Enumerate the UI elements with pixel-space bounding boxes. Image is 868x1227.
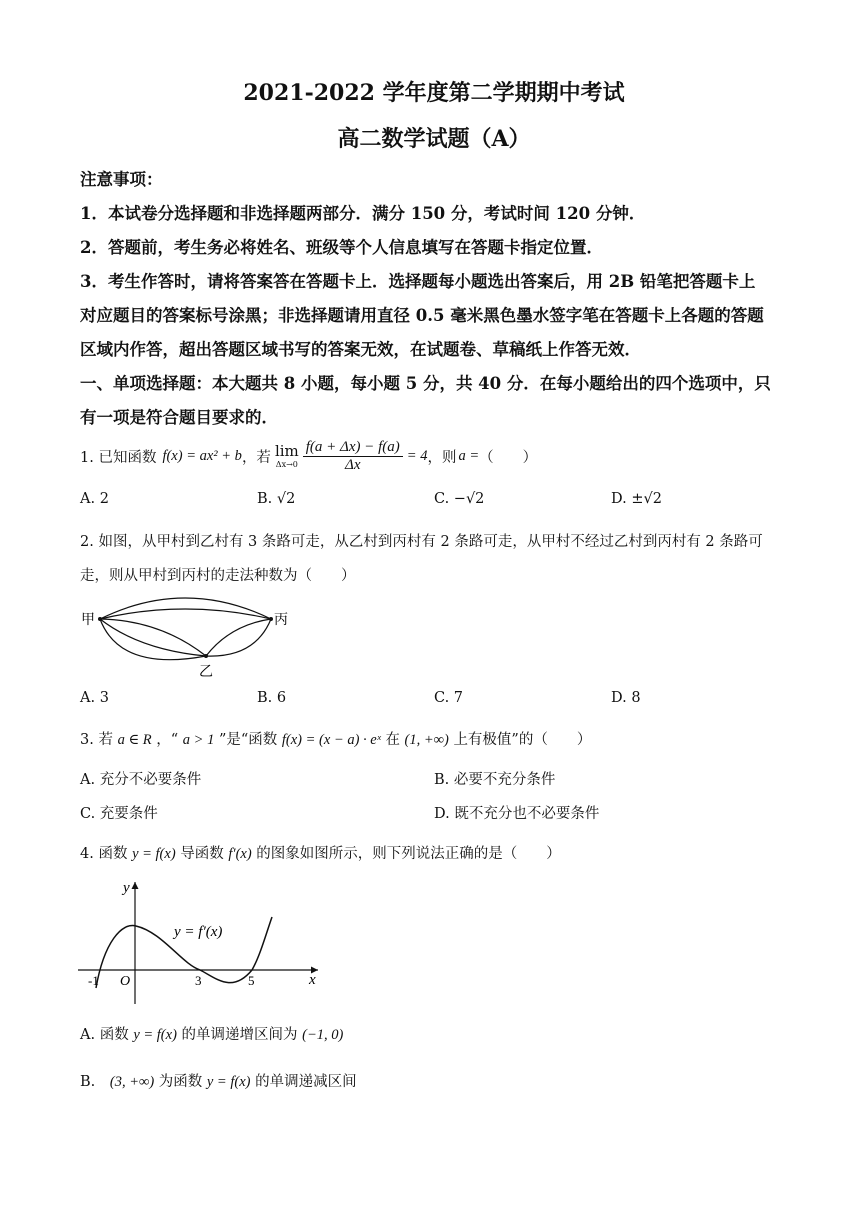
- q1-paren: （ ）: [479, 449, 538, 466]
- q1-option-d[interactable]: D. ±√2: [611, 491, 662, 507]
- note-item-3-line-1: 3．考生作答时，请将答案答在答题卡上．选择题每小题选出答案后，用 2B 铅笔把答题卡上: [80, 272, 756, 291]
- q2-route-figure: [80, 590, 300, 680]
- exam-subtitle: 高二数学试题（A）: [337, 126, 531, 152]
- q4-text-b: 导函数: [180, 846, 224, 862]
- q1-numerator: f(a + Δx) − f(a): [303, 439, 403, 457]
- q1-limit: [274, 441, 299, 469]
- q3-option-c[interactable]: C. 充要条件: [80, 806, 158, 822]
- yi-point: [204, 654, 208, 658]
- jia-label: 甲: [81, 612, 95, 628]
- question-3: [80, 728, 591, 749]
- q1-ask: a =: [458, 447, 480, 464]
- origin-label: O: [120, 974, 131, 989]
- q3-text-e: 上有极值”的（ ）: [453, 732, 592, 748]
- route-jia-bing-lower: [100, 609, 271, 619]
- q1-suffix: ，则: [427, 449, 457, 466]
- q3-cond-1: a ∈ R: [117, 732, 152, 748]
- q4-func-1: y = f(x): [132, 846, 176, 862]
- q4-option-b-interval: (3, +∞): [109, 1074, 155, 1090]
- q3-option-b[interactable]: B. 必要不充分条件: [434, 772, 556, 788]
- q1-prefix: 1. 已知函数: [80, 449, 157, 466]
- q4-option-a-text-a: A. 函数: [80, 1027, 129, 1043]
- q1-denominator: Δx: [345, 456, 361, 473]
- bing-point: [269, 617, 273, 621]
- q3-text-a: 3. 若: [80, 732, 113, 748]
- q1-lim-sub: Δx→0: [275, 459, 298, 469]
- note-item-3-line-2: 对应题目的答案标号涂黑；非选择题请用直径 0.5 毫米黑色墨水签字笔在答题卡上各题的答题: [80, 306, 764, 325]
- q3-interval: (1, +∞): [404, 732, 449, 748]
- q2-option-c[interactable]: C. 7: [434, 690, 464, 706]
- section1-line-1: 一、单项选择题：本大题共 8 小题，每小题 5 分，共 40 分．在每小题给出的四个选项中，只: [80, 374, 771, 393]
- q4-option-a-interval: (−1, 0): [302, 1027, 344, 1043]
- q4-text-c: 的图象如图所示，则下列说法正确的是（ ）: [256, 846, 561, 862]
- q1-function: f(x) = ax² + b: [162, 447, 242, 464]
- route-yi-bing-1: [206, 619, 271, 656]
- q4-option-b[interactable]: [80, 1070, 357, 1091]
- section1-line-2: 有一项是符合题目要求的．: [80, 408, 278, 427]
- q3-cond-2: a > 1: [182, 732, 215, 748]
- q1-option-a[interactable]: A. 2: [80, 491, 109, 507]
- exam-title: 2021-2022 学年度第二学期期中考试: [243, 80, 625, 106]
- q4-option-b-func: y = f(x): [206, 1074, 251, 1090]
- q4-text-a: 4. 函数: [80, 846, 128, 862]
- q3-option-a[interactable]: A. 充分不必要条件: [80, 772, 202, 788]
- q4-func-2: f′(x): [228, 846, 252, 862]
- q1-equals: = 4: [406, 447, 428, 464]
- q4-option-b-text-a: 为函数: [158, 1074, 203, 1090]
- q2-line-2: 走，则从甲村到丙村的走法种数为（ ）: [80, 568, 356, 584]
- note-item-3-line-3: 区域内作答，超出答题区域书写的答案无效，在试题卷、草稿纸上作答无效．: [80, 340, 641, 359]
- question-4: [80, 842, 561, 863]
- tick-5: 5: [248, 973, 255, 988]
- q1-lim-word: lim: [274, 441, 299, 460]
- jia-point: [98, 617, 102, 621]
- x-axis-label: x: [309, 972, 316, 988]
- curve-label: y = f′(x): [174, 924, 223, 940]
- q3-function: f(x) = (x − a) · eˣ: [281, 732, 381, 748]
- q4-option-b-label: B.: [80, 1074, 96, 1090]
- q4-derivative-graph: [72, 872, 332, 1012]
- tick-neg1: -1: [88, 973, 99, 988]
- q2-line-1: 2. 如图，从甲村到乙村有 3 条路可走，从乙村到丙村有 2 条路可走，从甲村不经过乙村到丙村有 2 条路可: [80, 534, 763, 550]
- route-jia-yi-2: [100, 619, 206, 656]
- q3-option-d[interactable]: D. 既不充分也不必要条件: [434, 806, 600, 822]
- y-axis-label: y: [123, 880, 130, 896]
- note-item-1: 1．本试卷分选择题和非选择题两部分．满分 150 分，考试时间 120 分钟．: [80, 204, 646, 223]
- q1-option-c[interactable]: C. −√2: [434, 491, 485, 507]
- q1-option-b[interactable]: B. √2: [257, 491, 296, 507]
- q4-option-a-func: y = f(x): [133, 1027, 177, 1043]
- q1-fraction: [303, 439, 403, 474]
- q2-option-d[interactable]: D. 8: [611, 690, 641, 706]
- q3-text-b: ，“: [156, 732, 179, 748]
- notes-heading: 注意事项：: [80, 170, 163, 189]
- q4-option-a-text-b: 的单调递增区间为: [181, 1027, 298, 1043]
- q4-option-a[interactable]: [80, 1023, 343, 1044]
- q2-option-b[interactable]: B. 6: [257, 690, 287, 706]
- q4-option-b-text-b: 的单调递减区间: [255, 1074, 357, 1090]
- route-jia-yi-1: [100, 619, 206, 656]
- bing-label: 丙: [274, 612, 288, 628]
- note-item-2: 2．答题前，考生务必将姓名、班级等个人信息填写在答题卡指定位置．: [80, 238, 603, 257]
- tick-3: 3: [195, 973, 202, 988]
- question-1: [80, 434, 537, 478]
- q1-mid: ，若: [241, 449, 271, 466]
- yi-label: 乙: [199, 664, 213, 680]
- route-yi-bing-2: [206, 619, 271, 656]
- q2-option-a[interactable]: A. 3: [80, 690, 109, 706]
- q3-text-c: ”是“函数: [218, 732, 278, 748]
- q3-text-d: 在: [385, 732, 400, 748]
